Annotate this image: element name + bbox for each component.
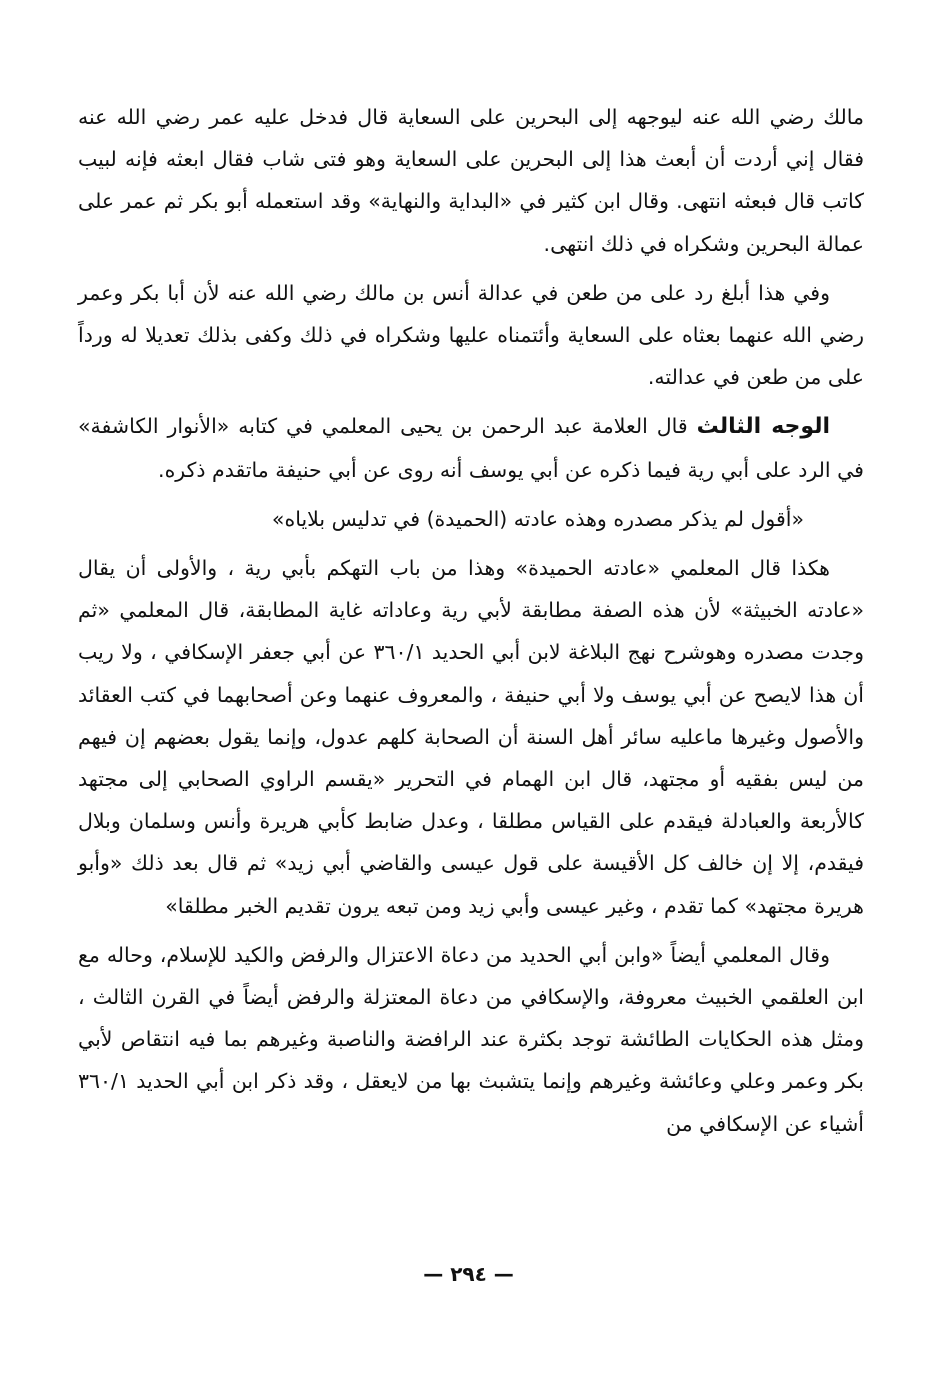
section-heading: الوجه الثالث xyxy=(696,414,830,440)
paragraph-third-aspect xyxy=(78,405,864,490)
paragraph-muallimi-also: وقال المعلمي أيضاً «وابن أبي الحديد من دعاة الاعتزال والرفض والكيد للإسلام، وحاله مع ابن العلقمي الخبيث معروفة، والإسكافي من دعاة المعتزلة والرفض أيضاً في القرن الثالث ، ومثل هذه الحكايات الطائشة توجد بكثرة عند الرافضة والناصبة وغيرهم بما فيه انتقاص لأبي بكر وعمر وعلي وعائشة وغيرهم وإنما يتشبث بها من لايعقل ، وقد ذكر ابن أبي الحديد ٣٦٠/١ أشياء عن الإسكافي من xyxy=(78,942,864,1136)
page-number: — ٢٩٤ — xyxy=(423,1262,514,1286)
paragraph-muallimi-comment: هكذا قال المعلمي «عادته الحميدة» وهذا من باب التهكم بأبي رية ، والأولى أن يقال «عادته الخبيثة» لأن هذه الصفة مطابقة لأبي رية وعاداته غاية المطابقة، قال المعلمي «ثم وجدت مصدره وهوشرح نهج البلاغة لابن أبي الحديد ٣٦٠/١ عن أبي جعفر الإسكافي ، ولا ريب أن هذا لايصح عن أبي يوسف ولا أبي حنيفة ، والمعروف عنهما وعن أصحابهما في كتب العقائد والأصول وغيرها ماعليه سائر أهل السنة أن الصحابة كلهم عدول، وإنما يقول بعضهم إن فيهم من ليس بفقيه أو مجتهد، قال ابن الهمام في التحرير «يقسم الراوي الصحابي إلى مجتهد كالأربعة والعبادلة فيقدم على القياس مطلقا ، وعدل ضابط كأبي هريرة وأنس وسلمان وبلال فيقدم، إلا إن خالف كل الأقيسة على قول عيسى والقاضي أبي زيد» ثم قال بعد ذلك «وأبو هريرة مجتهد» كما تقدم ، وغير عيسى وأبي زيد ومن تبعه يرون تقديم الخبر مطلقا» xyxy=(78,556,864,918)
paragraph-anas-justice: وفي هذا أبلغ رد على من طعن في عدالة أنس بن مالك رضي الله عنه لأن أبا بكر وعمر رضي الله عنهما بعثاه على السعاية وأئتمناه عليها وشكراه في ذلك وكفى بذلك تعديلا له ورداً على من طعن في عدالته. xyxy=(78,280,864,390)
quoted-statement: «أقول لم يذكر مصدره وهذه عادته (الحميدة) في تدليس بلاياه» xyxy=(271,506,804,531)
page-body xyxy=(78,96,864,1145)
paragraph-third-aspect-text: قال العلامة عبد الرحمن بن يحيى المعلمي في كتابه «الأنوار الكاشفة» في الرد على أبي رية فيما ذكره عن أبي يوسف أنه روى عن أبي حنيفة ماتقدم ذكره. xyxy=(78,414,864,482)
paragraph-anas-appointment: مالك رضي الله عنه ليوجهه إلى البحرين على السعاية قال فدخل عليه عمر رضي الله عنه فقال إني أردت أن أبعث هذا إلى البحرين على السعاية وهو فتى شاب فقال ابعثه فإنه لبيب كاتب قال فبعثه انتهى. وقال ابن كثير في «البداية والنهاية» وقد استعمله أبو بكر ثم عمر على عمالة البحرين وشكراه في ذلك انتهى. xyxy=(78,105,864,256)
